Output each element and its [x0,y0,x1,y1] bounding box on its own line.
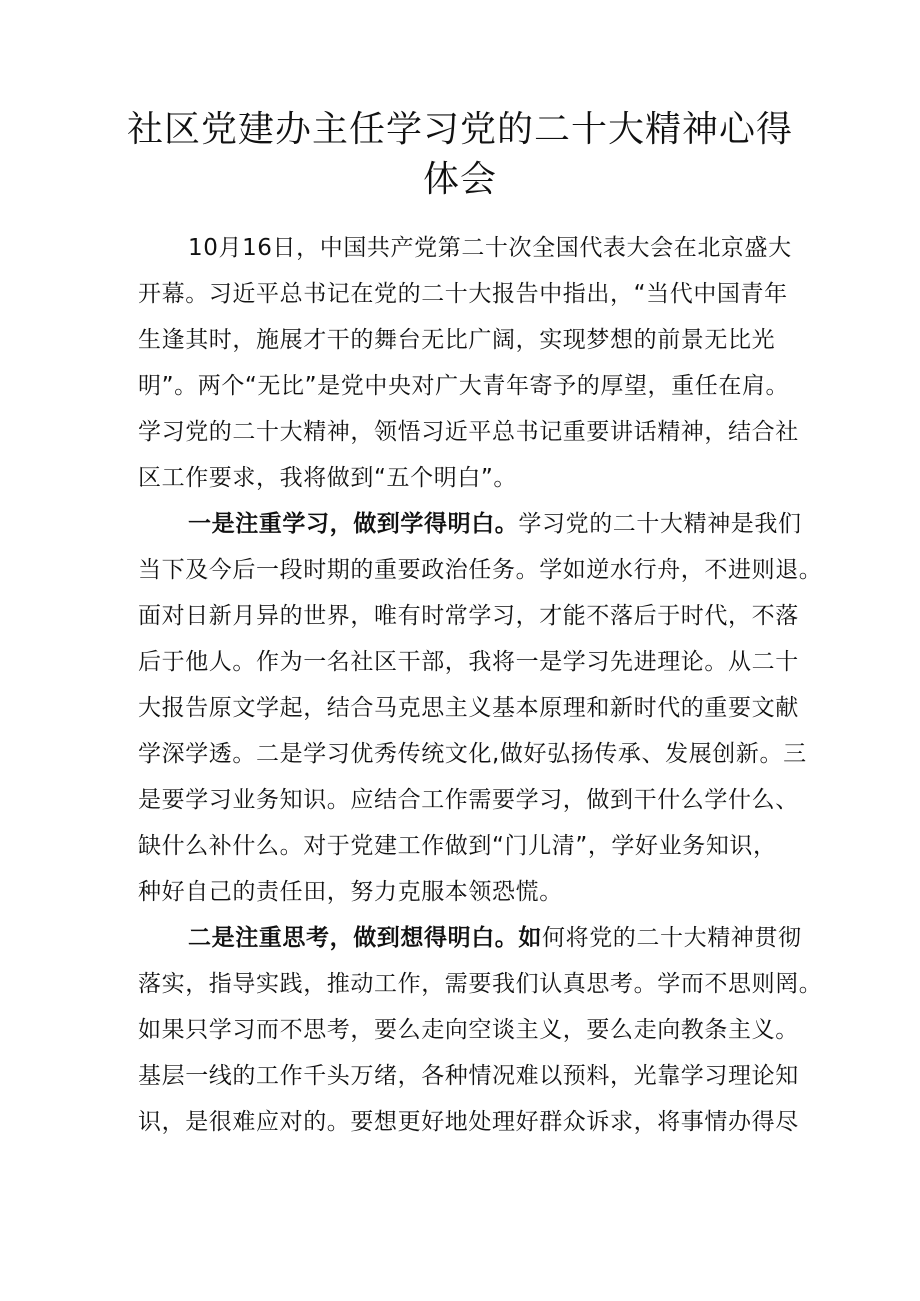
text-line: 缺什么补什么。对于党建工作做到“门儿清”，学好业务知识， [138,833,777,859]
paragraph-think [138,915,823,1145]
text-line: 落实，指导实践，推动工作，需要我们认真思考。学而不思则罔。 [138,971,823,997]
document-body [138,225,823,1145]
text-line: 区工作要求，我将做到“五个明白”。 [138,465,518,491]
text-line: 当下及今后一段时期的重要政治任务。学如逆水行舟，不进则退。 [138,557,823,583]
text-line: 后于他人。作为一名社区干部，我将一是学习先进理论。从二十 [138,649,799,675]
text-line: 10月16日，中国共产党第二十次全国代表大会在北京盛大 [188,235,792,261]
text-line: 是要学习业务知识。应结合工作需要学习，做到干什么学什么、 [138,787,799,813]
text-line: 开幕。习近平总书记在党的二十大报告中指出，“当代中国青年 [138,281,788,307]
text-line: 大报告原文学起，结合马克思主义基本原理和新时代的重要文献 [138,695,799,721]
text-line [138,915,810,961]
paragraph-heading: 一是注重学习，做到学得明白。 [188,511,519,537]
text-line: 生逢其时，施展才干的舞台无比广阔，实现梦想的前景无比光 [138,327,776,353]
text-line: 识，是很难应对的。要想更好地处理好群众诉求，将事情办得尽 [138,1109,799,1135]
text-line: 明”。两个“无比”是党中央对广大青年寄予的厚望，重任在肩。 [138,373,790,399]
text-line: 学深学透。二是学习优秀传统文化,做好弘扬传承、发展创新。三 [138,741,807,767]
text-line: 如果只学习而不思考，要么走向空谈主义，要么走向教条主义。 [138,1017,799,1043]
text-line: 种好自己的责任田，努力克服本领恐慌。 [138,879,563,905]
paragraph-intro [138,225,810,501]
text-line: 学习党的二十大精神，领悟习近平总书记重要讲话精神，结合社 [138,419,799,445]
document-title-line-2: 体会 [422,159,497,200]
document-title-line-1: 社区党建办主任学习党的二十大精神心得 [126,109,793,150]
text-line [138,501,810,547]
paragraph-heading: 二是注重思考，做到想得明白。如 [188,925,542,951]
text-run: 何将党的二十大精神贯彻 [542,925,802,951]
text-line: 基层一线的工作千头万绪，各种情况难以预料，光靠学习理论知 [138,1063,799,1089]
paragraph-study [138,501,823,915]
text-run: 学习党的二十大精神是我们 [518,511,802,537]
text-line: 面对日新月异的世界，唯有时常学习，才能不落后于时代，不落 [138,603,799,629]
